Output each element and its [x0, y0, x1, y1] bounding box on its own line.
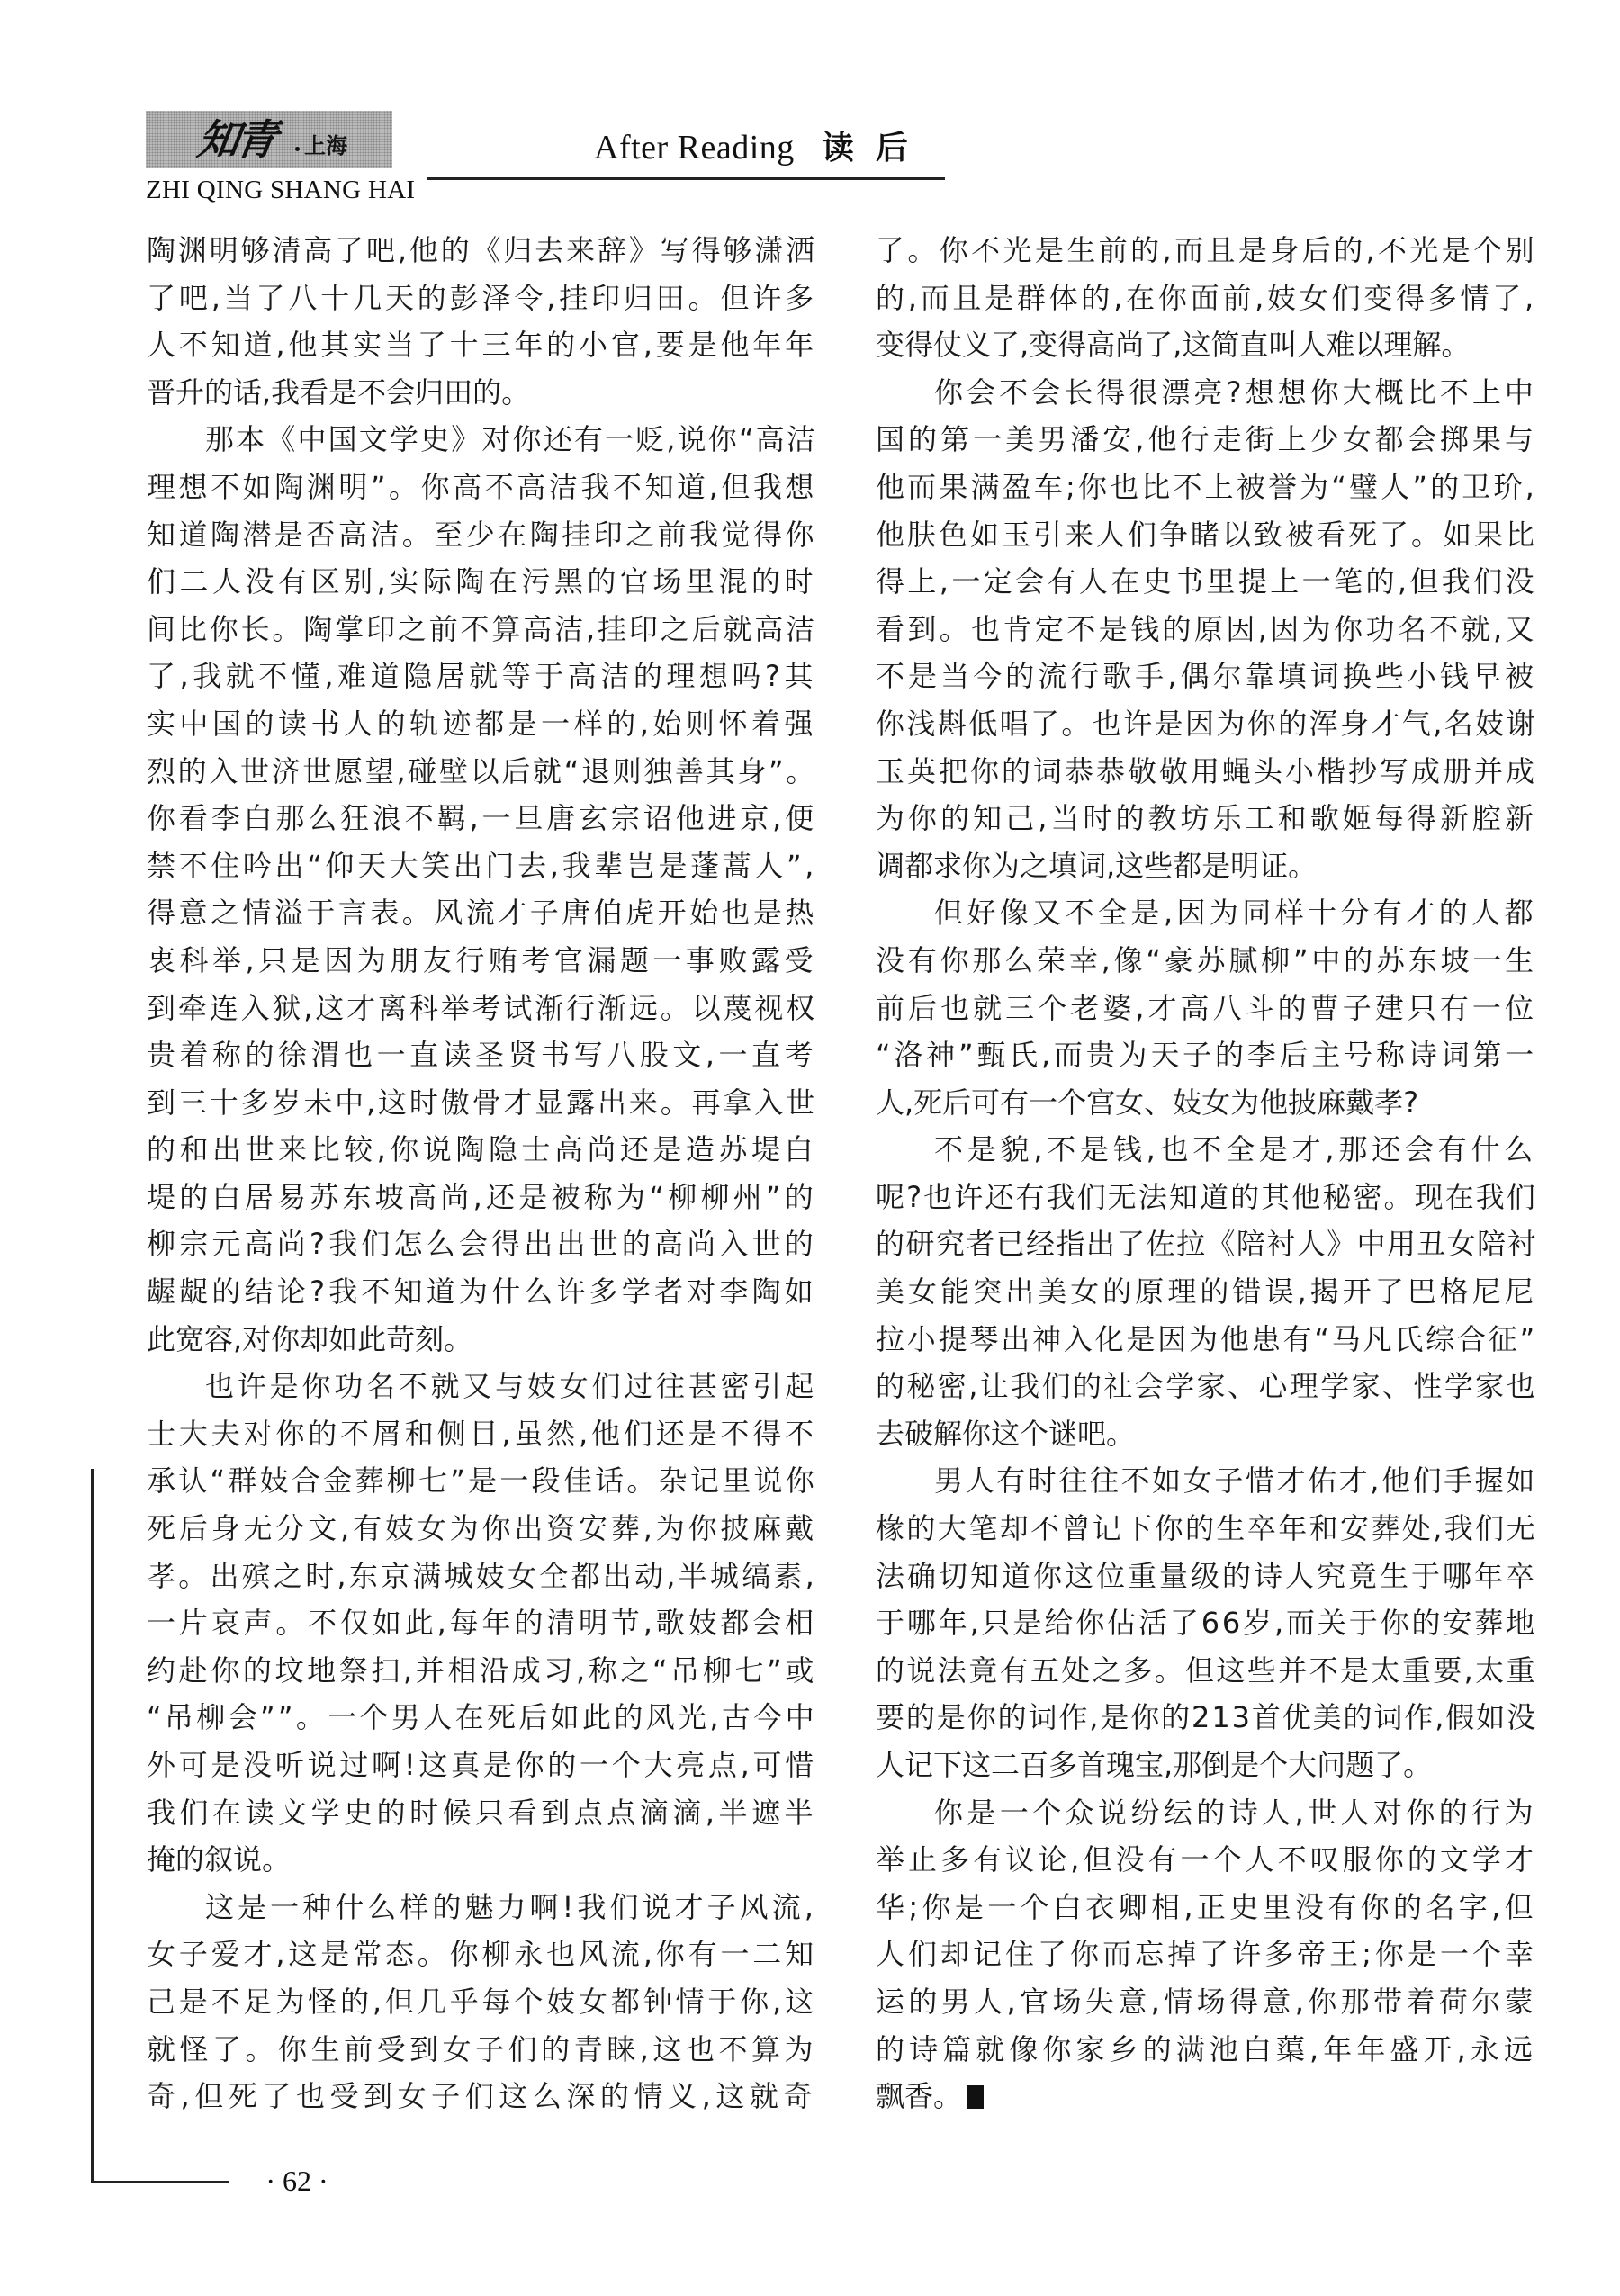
- logo-title: 知青: [194, 115, 277, 164]
- text-line: [876, 1363, 1537, 1410]
- text-line-content: 你看李白那么狂浪不羁,一旦唐玄宗诏他进京,便: [147, 801, 817, 836]
- text-line-content: 掩的叙说。: [147, 1842, 292, 1877]
- text-line-content: 于哪年,只是给你估活了66岁,而关于你的安葬地: [876, 1606, 1537, 1641]
- text-line-content: 柳宗元高尚?我们怎么会得出出世的高尚入世的: [147, 1227, 817, 1262]
- section-title: [594, 126, 930, 169]
- text-line: [876, 227, 1537, 275]
- text-line-content: 他而果满盈车;你也比不上被誉为“璧人”的卫玠,: [876, 469, 1537, 504]
- text-line: [876, 606, 1537, 653]
- text-line: [147, 1268, 817, 1316]
- text-line-content: 华;你是一个白衣卿相,正史里没有你的名字,但: [876, 1889, 1537, 1924]
- header-rule: [427, 177, 945, 180]
- logo-pinyin: ZHI QING SHANG HAI: [146, 176, 416, 204]
- text-line-content: 飘香。: [876, 2079, 963, 2114]
- text-line-content: 人记下这二百多首瑰宝,那倒是个大问题了。: [876, 1748, 1433, 1782]
- text-line-content: 得上,一定会有人在史书里提上一笔的,但我们没: [876, 564, 1537, 599]
- text-line-content: 人,死后可有一个宫女、妓女为他披麻戴孝?: [876, 1085, 1419, 1120]
- text-line-content: 的秘密,让我们的社会学家、心理学家、性学家也: [876, 1369, 1537, 1404]
- text-line: [876, 1553, 1537, 1600]
- text-line-content: 贵着称的徐渭也一直读圣贤书写八股文,一直考: [147, 1038, 817, 1073]
- text-line-content: 你是一个众说纷纭的诗人,世人对你的行为: [934, 1795, 1537, 1830]
- text-line: [147, 1031, 817, 1079]
- text-line-content: 那本《中国文学史》对你还有一贬,说你“高洁: [205, 422, 817, 457]
- text-line-content: 玉英把你的词恭恭敬敬用蝇头小楷抄写成册并成: [876, 753, 1537, 788]
- text-line-content: 国的第一美男潘安,他行走街上少女都会掷果与: [876, 422, 1537, 457]
- text-line-content: 得意之情溢于言表。风流才子唐伯虎开始也是热: [147, 896, 817, 931]
- right-column: [876, 227, 1537, 2120]
- text-line: [147, 1457, 817, 1505]
- text-line: [147, 558, 817, 606]
- text-line-content: 但好像又不全是,因为同样十分有才的人都: [934, 896, 1537, 931]
- text-line: [147, 1079, 817, 1127]
- text-line-content: 椽的大笔却不曾记下你的生卒年和安葬处,我们无: [876, 1511, 1537, 1546]
- text-line: [876, 700, 1537, 748]
- text-line: [147, 1884, 817, 1931]
- text-line-content: 的研究者已经指出了佐拉《陪衬人》中用丑女陪衬: [876, 1227, 1537, 1262]
- text-line: [147, 937, 817, 985]
- text-line-content: 了,我就不懂,难道隐居就等于高洁的理想吗?其: [147, 659, 817, 694]
- text-line-content: 我们在读文学史的时候只看到点点滴滴,半遮半: [147, 1795, 817, 1830]
- text-line-content: 己是不足为怪的,但几乎每个妓女都钟情于你,这: [147, 1984, 817, 2019]
- text-line-content: 堤的白居易苏东坡高尚,还是被称为“柳柳州”的: [147, 1179, 817, 1214]
- magazine-logo: [146, 111, 392, 168]
- text-line-content: 承认“群妓合金葬柳七”是一段佳话。杂记里说你: [147, 1463, 817, 1499]
- text-line-content: 不是貌,不是钱,也不全是才,那还会有什么: [934, 1132, 1537, 1167]
- text-line-content: 士大夫对你的不屑和侧目,虽然,他们还是不得不: [147, 1416, 817, 1451]
- text-line: [876, 1505, 1537, 1553]
- text-line: [876, 1742, 1537, 1789]
- text-line-content: 间比你长。陶掌印之前不算高洁,挂印之后就高洁: [147, 611, 817, 646]
- text-line-content: 不是当今的流行歌手,偶尔靠填词换些小钱早被: [876, 659, 1537, 694]
- text-line: [876, 889, 1537, 937]
- text-line-content: 理想不如陶渊明”。你高不高洁我不知道,但我想: [147, 469, 817, 504]
- text-line: [147, 842, 817, 890]
- text-line-content: 一片哀声。不仅如此,每年的清明节,歌妓都会相: [147, 1606, 817, 1641]
- logo-city: 上海: [304, 133, 347, 158]
- text-line-content: 了。你不光是生前的,而且是身后的,不光是个别: [876, 233, 1537, 267]
- text-line: [876, 1789, 1537, 1837]
- text-line: [147, 1174, 817, 1221]
- text-line: [147, 1553, 817, 1600]
- text-line: [147, 1836, 817, 1884]
- text-line-content: 人不知道,他其实当了十三年的小官,要是他年年: [147, 328, 817, 363]
- text-line-content: 的诗篇就像你家乡的满池白蕖,年年盛开,永远: [876, 2031, 1537, 2066]
- text-line: [147, 2026, 817, 2074]
- text-line: [147, 2073, 817, 2120]
- text-line-content: “吊柳会””。一个男人在死后如此的风光,古今中: [147, 1700, 817, 1735]
- text-line: [876, 1220, 1537, 1268]
- text-line-content: 奇,但死了也受到女子们这么深的情义,这就奇: [147, 2079, 817, 2114]
- text-line: [147, 1647, 817, 1695]
- text-line-content: 去破解你这个谜吧。: [876, 1416, 1136, 1451]
- text-line-content: 美女能突出美女的原理的错误,揭开了巴格尼尼: [876, 1274, 1537, 1310]
- text-line: [876, 1316, 1537, 1364]
- text-line: [876, 1268, 1537, 1316]
- text-line: [147, 1410, 817, 1458]
- text-line: [876, 275, 1537, 322]
- text-line: [876, 464, 1537, 511]
- text-line: [876, 1031, 1537, 1079]
- text-line-content: 这是一种什么样的魅力啊!我们说才子风流,: [205, 1889, 817, 1924]
- text-line: [876, 1457, 1537, 1505]
- text-line-content: 前后也就三个老婆,才高八斗的曹子建只有一位: [876, 990, 1537, 1025]
- text-line: [876, 795, 1537, 842]
- text-line-content: 到牵连入狱,这才离科举考试渐行渐远。以蔑视权: [147, 990, 817, 1025]
- logo-separator-dot: [295, 147, 300, 151]
- text-line: [876, 1174, 1537, 1221]
- text-line-content: “洛神”甄氏,而贵为天子的李后主号称诗词第一: [876, 1038, 1537, 1073]
- text-line: [876, 2073, 1537, 2120]
- text-line-content: 你会不会长得很漂亮?想想你大概比不上中: [934, 374, 1537, 410]
- text-line: [147, 1316, 817, 1364]
- text-line: [147, 511, 817, 559]
- text-line: [876, 937, 1537, 985]
- text-line: [876, 1079, 1537, 1127]
- text-line: [876, 985, 1537, 1032]
- text-line: [147, 275, 817, 322]
- text-line-content: 法确切知道你这位重量级的诗人究竟生于哪年卒: [876, 1558, 1537, 1593]
- text-line: [876, 369, 1537, 417]
- text-line: [876, 1126, 1537, 1174]
- text-line: [876, 1836, 1537, 1884]
- text-line-content: 变得仗义了,变得高尚了,这简直叫人难以理解。: [876, 328, 1471, 363]
- text-line: [147, 227, 817, 275]
- text-line: [147, 1363, 817, 1410]
- text-line: [147, 1694, 817, 1742]
- text-line-content: 调都求你为之填词,这些都是明证。: [876, 848, 1318, 883]
- text-line-content: 们二人没有区别,实际陶在污黑的官场里混的时: [147, 564, 817, 599]
- text-line: [147, 700, 817, 748]
- text-line: [147, 1599, 817, 1647]
- text-line-content: 晋升的话,我看是不会归田的。: [147, 374, 531, 410]
- text-line-content: 呢?也许还有我们无法知道的其他秘密。现在我们: [876, 1179, 1537, 1214]
- text-line-content: 孝。出殡之时,东京满城妓女全都出动,半城缟素,: [147, 1558, 817, 1593]
- text-line-content: 拉小提琴出神入化是因为他患有“马凡氏综合征”: [876, 1321, 1537, 1356]
- text-line-content: 举止多有议论,但没有一个人不叹服你的文学才: [876, 1842, 1537, 1877]
- text-line-content: 男人有时往往不如女子惜才佑才,他们手握如: [934, 1463, 1537, 1499]
- text-line: [876, 1647, 1537, 1695]
- text-line: [147, 1789, 817, 1837]
- text-line-content: 运的男人,官场失意,情场得意,你那带着荷尔蒙: [876, 1984, 1537, 2019]
- text-line-content: 约赴你的坟地祭扫,并相沿成习,称之“吊柳七”或: [147, 1652, 817, 1688]
- text-line: [876, 1978, 1537, 2026]
- text-line: [147, 1978, 817, 2026]
- text-line: [147, 606, 817, 653]
- text-line-content: 外可是没听说过啊!这真是你的一个大亮点,可惜: [147, 1748, 817, 1782]
- text-line-content: 龌龊的结论?我不知道为什么许多学者对李陶如: [147, 1274, 817, 1310]
- text-line-content: 到三十多岁未中,这时傲骨才显露出来。再拿入世: [147, 1085, 817, 1120]
- text-line: [876, 1694, 1537, 1742]
- text-line: [147, 985, 817, 1032]
- text-line: [876, 511, 1537, 559]
- text-line: [876, 1410, 1537, 1458]
- text-line-content: 此宽容,对你却如此苛刻。: [147, 1321, 473, 1356]
- text-line: [876, 1599, 1537, 1647]
- text-line-content: 的说法竟有五处之多。但这些并不是太重要,太重: [876, 1652, 1537, 1688]
- footer-rule: [91, 2181, 230, 2183]
- text-line-content: 死后身无分文,有妓女为你出资安葬,为你披麻戴: [147, 1511, 817, 1546]
- text-line-content: 的和出世来比较,你说陶隐士高尚还是造苏堤白: [147, 1132, 817, 1167]
- text-line: [876, 653, 1537, 700]
- text-line: [147, 416, 817, 464]
- text-line: [147, 1220, 817, 1268]
- text-line: [876, 416, 1537, 464]
- text-line-content: 你浅斟低唱了。也许是因为你的浑身才气,名妓谢: [876, 706, 1537, 741]
- section-title-english: After Reading: [594, 129, 795, 167]
- text-line: [876, 1931, 1537, 1978]
- text-line: [147, 321, 817, 369]
- left-column: [147, 227, 817, 2120]
- text-line-content: 衷科举,只是因为朋友行贿考官漏题一事败露受: [147, 942, 817, 977]
- text-line-content: 陶渊明够清高了吧,他的《归去来辞》写得够潇洒: [147, 233, 817, 267]
- text-line-content: 禁不住吟出“仰天大笑出门去,我辈岂是蓬蒿人”,: [147, 848, 817, 883]
- text-line: [147, 369, 817, 417]
- text-line-content: 人们却记住了你而忘掉了许多帝王;你是一个幸: [876, 1937, 1537, 1972]
- text-line: [876, 558, 1537, 606]
- text-line-content: 他肤色如玉引来人们争睹以致被看死了。如果比: [876, 517, 1537, 552]
- text-line-content: 烈的入世济世愿望,碰壁以后就“退则独善其身”。: [147, 753, 817, 788]
- end-of-article-mark-icon: [968, 2085, 984, 2109]
- text-line: [147, 1505, 817, 1553]
- page-number: · 62 ·: [266, 2165, 328, 2197]
- text-line: [147, 1931, 817, 1978]
- text-line-content: 为你的知己,当时的教坊乐工和歌姬每得新腔新: [876, 801, 1537, 836]
- text-line: [147, 795, 817, 842]
- text-line: [876, 748, 1537, 796]
- section-title-chinese: 读后: [821, 129, 930, 167]
- text-line-content: 实中国的读书人的轨迹都是一样的,始则怀着强: [147, 706, 817, 741]
- text-line: [876, 321, 1537, 369]
- text-line-content: 知道陶潜是否高洁。至少在陶挂印之前我觉得你: [147, 517, 817, 552]
- text-line: [147, 464, 817, 511]
- text-line: [147, 1742, 817, 1789]
- text-line: [147, 1126, 817, 1174]
- text-line: [876, 1884, 1537, 1931]
- text-line: [876, 2026, 1537, 2074]
- text-line-content: 女子爱才,这是常态。你柳永也风流,你有一二知: [147, 1937, 817, 1972]
- text-line-content: 也许是你功名不就又与妓女们过往甚密引起: [205, 1369, 817, 1404]
- text-line-content: 看到。也肯定不是钱的原因,因为你功名不就,又: [876, 611, 1537, 646]
- text-line-content: 就怪了。你生前受到女子们的青睐,这也不算为: [147, 2031, 817, 2066]
- text-line-content: 要的是你的词作,是你的213首优美的词作,假如没: [876, 1700, 1537, 1735]
- text-line: [147, 748, 817, 796]
- text-line: [147, 889, 817, 937]
- text-line-content: 没有你那么荣幸,像“豪苏腻柳”中的苏东坡一生: [876, 942, 1537, 977]
- text-line: [147, 653, 817, 700]
- side-decoration-bar: [91, 1469, 94, 2183]
- text-line-content: 了吧,当了八十几天的彭泽令,挂印归田。但许多: [147, 280, 817, 315]
- text-line: [876, 842, 1537, 890]
- text-line-content: 的,而且是群体的,在你面前,妓女们变得多情了,: [876, 280, 1537, 315]
